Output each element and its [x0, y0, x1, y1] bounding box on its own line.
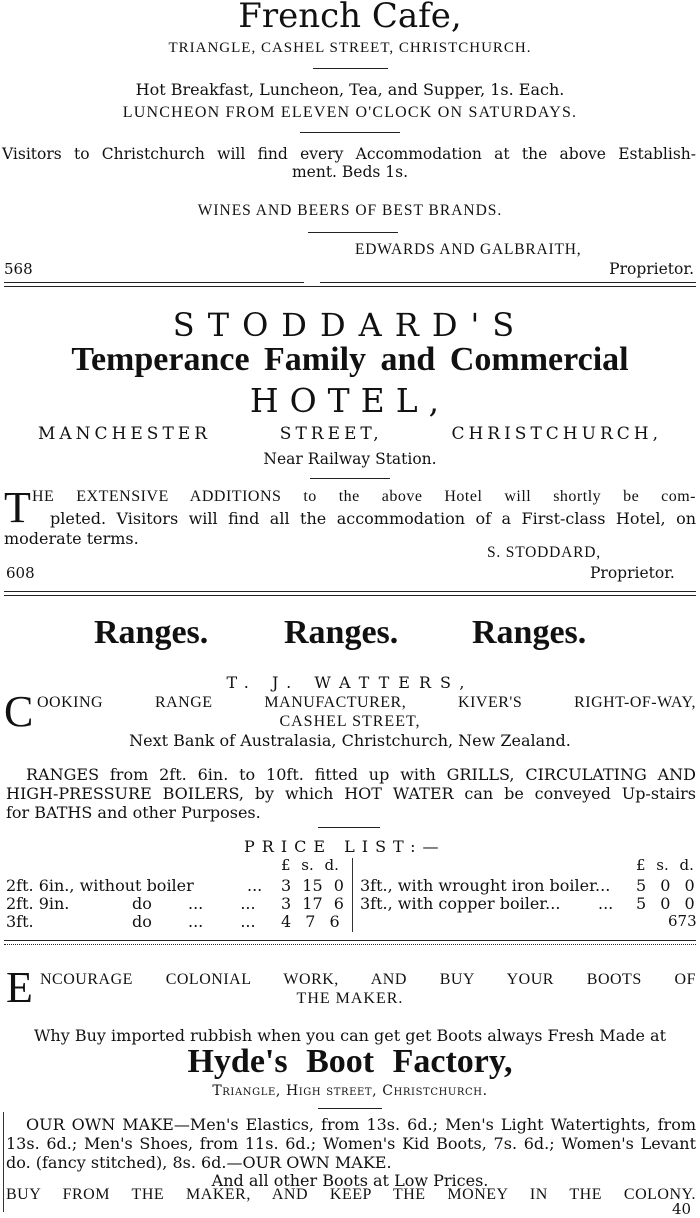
- hyde-why-buy: Why Buy imported rubbish when you can get get Boots always Fresh Made at: [33, 1026, 666, 1045]
- divider: [318, 1108, 382, 1109]
- stoddard-signature: S. STODDARD,: [487, 544, 601, 561]
- french-cafe-visitors-line-2: ment. Beds 1s.: [291, 163, 409, 181]
- stoddard-near-station: Near Railway Station.: [263, 450, 437, 468]
- price-row-dots: ...: [598, 894, 614, 913]
- french-cafe-saturday-luncheon: LUNCHEON FROM ELEVEN O'CLOCK ON SATURDAYS.: [122, 104, 578, 121]
- french-cafe-visitors-line: Visitors to Christchurch will find every Accommodation at the above Establish-: [2, 145, 696, 163]
- ranges-heading-3: Ranges.: [472, 614, 587, 651]
- ranges-maker-name: T. J. WATTERS,: [226, 673, 474, 692]
- hyde-the-maker: THE MAKER.: [296, 990, 404, 1007]
- stoddard-hotel-word: HOTEL,: [249, 381, 451, 420]
- stoddard-street: MANCHESTER STREET, CHRISTCHURCH,: [38, 424, 662, 444]
- price-row-ditto: do: [132, 912, 152, 931]
- ranges-ad-number: 673: [668, 912, 697, 930]
- price-row-dots: ... ...: [188, 894, 256, 913]
- hyde-body-line-2: 13s. 6d.; Men's Shoes, from 11s. 6d.; Women's Kid Boots, 7s. 6d.; Women's Levant: [6, 1134, 696, 1153]
- ranges-heading-2: Ranges.: [284, 614, 399, 651]
- price-row-size: 3ft., with wrought iron boiler...: [360, 876, 611, 895]
- price-row-ditto: do: [132, 894, 152, 913]
- hyde-body-line-5: BUY FROM THE MAKER, AND KEEP THE MONEY IN THE COLONY.: [6, 1186, 696, 1203]
- french-cafe-title: French Cafe,: [238, 0, 462, 36]
- price-row-price: 5 0 0: [636, 894, 695, 913]
- price-row-price: 3 15 0: [281, 876, 344, 895]
- hyde-left-margin-rule: [3, 1112, 4, 1212]
- stoddard-body-line-1: HE EXTENSIVE ADDITIONS to the above Hotel will shortly be com-: [32, 488, 696, 505]
- ranges-body-line-2: HIGH-PRESSURE BOILERS, by which HOT WATER can be conveyed Up-stairs: [6, 784, 696, 803]
- price-row-price: 4 7 6: [281, 912, 340, 931]
- price-row-size: 3ft.: [6, 912, 34, 931]
- ranges-location: Next Bank of Australasia, Christchurch, New Zealand.: [129, 731, 571, 750]
- hyde-drop-cap: E: [6, 963, 33, 1012]
- hyde-encourage-line: NCOURAGE COLONIAL WORK, AND BUY YOUR BOOTS OF: [40, 971, 696, 988]
- french-cafe-ad-number: 568: [4, 260, 33, 278]
- price-row-size: 3ft., with copper boiler...: [360, 894, 561, 913]
- hyde-address: Triangle, High street, Christchurch.: [212, 1083, 488, 1099]
- left-currency-header: £ s. d.: [281, 856, 339, 874]
- stoddard-title: Temperance Family and Commercial: [71, 341, 629, 378]
- french-cafe-address: TRIANGLE, CASHEL STREET, CHRISTCHURCH.: [168, 40, 532, 56]
- french-cafe-proprietor-label: Proprietor.: [609, 260, 694, 278]
- price-row-dots: ...: [247, 876, 263, 895]
- right-currency-header: £ s. d.: [636, 856, 694, 874]
- price-list-heading: PRICE LIST:—: [244, 837, 446, 856]
- price-row-dots: ... ...: [188, 912, 256, 931]
- price-row-size: 2ft. 6in., without boiler: [6, 876, 194, 895]
- stoddard-ad-number: 608: [6, 564, 35, 582]
- ranges-body-line-1: RANGES from 2ft. 6in. to 10ft. fitted up with GRILLS, CIRCULATING AND: [26, 765, 696, 784]
- french-cafe-proprietors: EDWARDS AND GALBRAITH,: [355, 241, 582, 258]
- ranges-drop-cap: C: [4, 687, 34, 736]
- hyde-body-line-1: OUR OWN MAKE—Men's Elastics, from 13s. 6d.; Men's Light Watertights, from: [26, 1115, 696, 1134]
- hyde-body-line-3: do. (fancy stitched), 8s. 6d.—OUR OWN MAKE.: [6, 1153, 392, 1172]
- page-number: 40: [672, 1200, 692, 1218]
- stoddard-drop-cap: T: [4, 483, 31, 532]
- ranges-heading-1: Ranges.: [94, 614, 209, 651]
- ranges-body-line-3: for BATHS and other Purposes.: [6, 803, 261, 822]
- ranges-manufacturer-line: OOKING RANGE MANUFACTURER, KIVER'S RIGHT-OF-WAY,: [37, 694, 696, 711]
- french-cafe-meals: Hot Breakfast, Luncheon, Tea, and Supper, 1s. Each.: [135, 80, 565, 99]
- hyde-title: Hyde's Boot Factory,: [187, 1043, 513, 1080]
- price-row-price: 3 17 6: [281, 894, 344, 913]
- hyde-body-line-4: And all other Boots at Low Prices.: [211, 1171, 489, 1190]
- stoddard-proprietor-label: Proprietor.: [590, 564, 675, 582]
- stoddard-body-line-3: moderate terms.: [4, 529, 139, 548]
- price-row-size: 2ft. 9in.: [6, 894, 70, 913]
- stoddard-name: STODDARD'S: [172, 306, 528, 344]
- stoddard-body-line-2: pleted. Visitors will find all the accommodation of a First-class Hotel, on: [50, 509, 696, 528]
- ranges-street: CASHEL STREET,: [279, 713, 421, 730]
- french-cafe-wines: WINES AND BEERS OF BEST BRANDS.: [197, 202, 503, 219]
- price-row-price: 5 0 0: [636, 876, 695, 895]
